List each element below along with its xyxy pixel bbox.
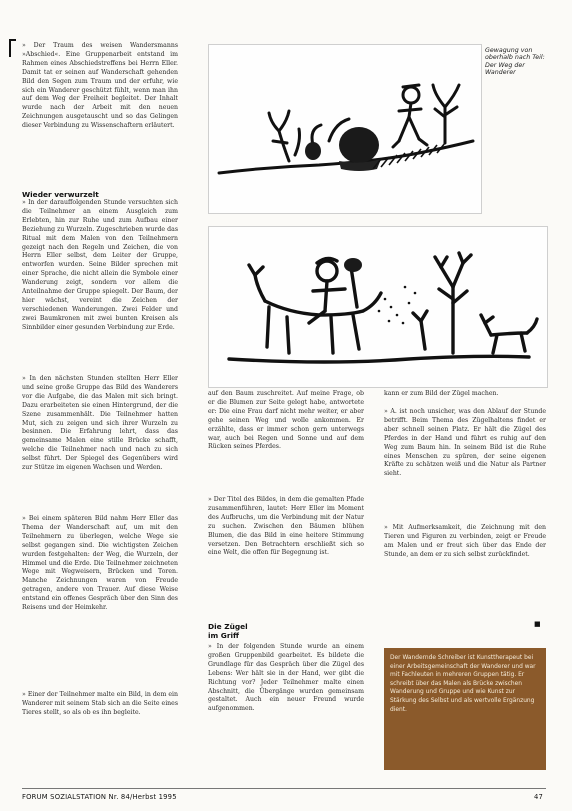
drawing-middle-svg xyxy=(209,227,547,387)
column3 xyxy=(384,390,546,640)
end-mark: ■ xyxy=(534,620,541,628)
author-info-text: Der Wandernde Schreiber ist Kunsttherapeut bei einer Arbeitsgemeinschaft der Wanderer und war mit Fachleuten in mehreren Gruppen tätig. Er schreibt über das Malen als Brücke zwischen Wanderung und Gruppe und wie Kunst zur Stärkung des Selbst und als wertvolle Ergänzung dient. xyxy=(390,655,536,713)
col2-paragraph-1: auf den Baum zuschreitet. Auf meine Frage, ob er die Blumen zur Seite gelegt habe, antwortete er: Die eine Frau darf nicht mehr weiter, er aber gehe seinen Weg und wolle ankommen. Er erzählte, dass er immer schon gern unterwegs war, auch bei Regen und Sonne und auf dem Rücken seines Pferdes. xyxy=(208,390,364,451)
col1-heading: Wieder verwurzelt xyxy=(22,190,99,199)
col2-heading: Die Zügel im Griff xyxy=(208,622,248,640)
column1-bracket xyxy=(9,39,16,57)
col1-paragraph-1: » In der darauffolgenden Stunde versuchten sich die Teilnehmer an einem Ausgleich zum Erlebten, hin zur Ruhe und zum Aufbau einer Beziehung zu Wurzeln. Zugeschrieben wurde das Ritual mit dem Malen von den Teilnehmern gezeigt nach den Regeln und Zeichen, die von Herrn Eller selbst, dem Leiter der Gruppe, entworfen wurden. Seine Bilder sprechen mit einer Sprache, die nicht allein die Symbole einer Wanderung zeigt, sondern vor allem die Anteilnahme der Gruppe spiegelt. Der Baum, der hier wächst, vereint die Zeichen der verschiedenen Wanderungen. Zwei Felder und zwei Baumkronen mit zwei bunten Kreisen als Sinnbilder einer gesunden Verbindung zur Erde. xyxy=(22,199,178,331)
column1 xyxy=(22,42,178,800)
caption-top: Gewagung von oberhalb nach Teil: Der Weg der Wanderer xyxy=(485,47,545,77)
drawing-blob-2 xyxy=(305,142,321,160)
col2-paragraph-3: » In der folgenden Stunde wurde an einem großen Gruppenbild gearbeitet. Es bildete die Grundlage für das Gespräch über die Zügel des Lebens: Wer hält sie in der Hand, wer gibt die Richtung vor? Jeder Teilnehmer malte einen Abschnitt, die Übergänge wurden gemeinsam gestaltet. Auch ein neuer Freund wurde aufgenommen. xyxy=(208,643,364,713)
drawing-flag xyxy=(344,258,362,272)
child-drawing-middle xyxy=(208,226,548,388)
col3-paragraph-3: » Mit Aufmerksamkeit, die Zeichnung mit den Tieren und Figuren zu verbinden, zeigt er Freude am Malen und er freut sich über das Ende der Stunde, an dem er zu sich selbst zurückfindet. xyxy=(384,524,546,558)
col1-paragraph-2: » In den nächsten Stunden stellten Herr Eller und seine große Gruppe das Bild des Wanderers vor die Aufgabe, die das Malen mit sich bringt. Dazu erarbeiteten sie einen Hintergrund, der die Szene zusammenhält. Die Teilnehmer hatten Mut, sich zu zeigen und sich ihrer Wurzeln zu besinnen. Die Erfahrung lehrt, dass das gemeinsame Malen eine stille Brücke schafft, welche die Teilnehmer nach und nach zu sich selbst führt. Der Spiegel des Gegenübers wird zur Stütze im eigenen Wachsen und Werden. xyxy=(22,375,178,472)
col1-paragraph-3: » Bei einem späteren Bild nahm Herr Eller das Thema der Wanderschaft auf, um mit den Teilnehmern zu überlegen, welche Wege sie selbst gegangen sind. Die wichtigsten Zeichen wurden festgehalten: der Weg, die Wurzeln, der Himmel und die Erde. Die Teilnehmer zeichneten Wege mit Wegweisern, Brücken und Toren. Manche Zeichnungen waren von Freude getragen, andere von Trauer. Auf diese Weise entstand ein offenes Gespräch über den Sinn des Reisens und der Heimkehr. xyxy=(22,515,178,612)
column2 xyxy=(208,390,364,790)
col1-intro: » Der Traum des weisen Wandersmanns »Abschied«. Eine Gruppenarbeit entstand im Rahmen eines Abschiedstreffens bei Herrn Eller. Damit tat er seinen auf Wanderschaft gehenden Bild den Segen zum Traum und der erfuhr, wie sich ein Wanderer geschützt fühlt, wenn man ihn auf dem Weg der Freiheit begleitet. Der Inhalt wurde nach der Arbeit mit den neuen Zeichnungen ausgetauscht und so das Gelingen dieser Verbindung zu Wissenschaftern erläutert. xyxy=(22,42,178,130)
child-drawing-top xyxy=(208,44,482,214)
author-info-box xyxy=(384,648,546,770)
col3-paragraph-1: kann er zum Bild der Zügel machen. xyxy=(384,390,499,397)
footer-rule xyxy=(22,788,546,789)
col1-paragraph-4: » Einer der Teilnehmer malte ein Bild, in dem ein Wanderer mit seinem Stab sich an die Seite eines Tieres stellt, so als ob es ihn begleite. xyxy=(22,691,178,716)
drawing-top-svg xyxy=(209,45,481,213)
drawing-blob-1 xyxy=(339,127,379,163)
page-number: 47 xyxy=(534,793,544,801)
footer-publication: FORUM SOZIALSTATION Nr. 84/Herbst 1995 xyxy=(22,793,177,801)
col3-paragraph-2: » A. ist noch unsicher, was den Ablauf der Stunde betrifft. Beim Thema des Zügelhaltens findet er aber schnell seinen Platz. Er hält die Zügel des Pferdes in der Hand und führt es ruhig auf den Weg zum Baum hin. In seinem Bild ist die Ruhe eines Menschen zu spüren, der seine eigenen Kräfte zu schätzen weiß und die Natur als Partner sieht. xyxy=(384,408,546,478)
col2-paragraph-2: » Der Titel des Bildes, in dem die gemalten Pfade zusammenführen, lautet: Herr Eller im Moment des Aufbruchs, um die Verbindung mit der Natur zu suchen. Zwischen den Bäumen blühen Blumen, die das Bild in eine heitere Stimmung versetzen. Den Betrachtern erschließt sich so eine Welt, die offen für Begegnung ist. xyxy=(208,496,364,557)
